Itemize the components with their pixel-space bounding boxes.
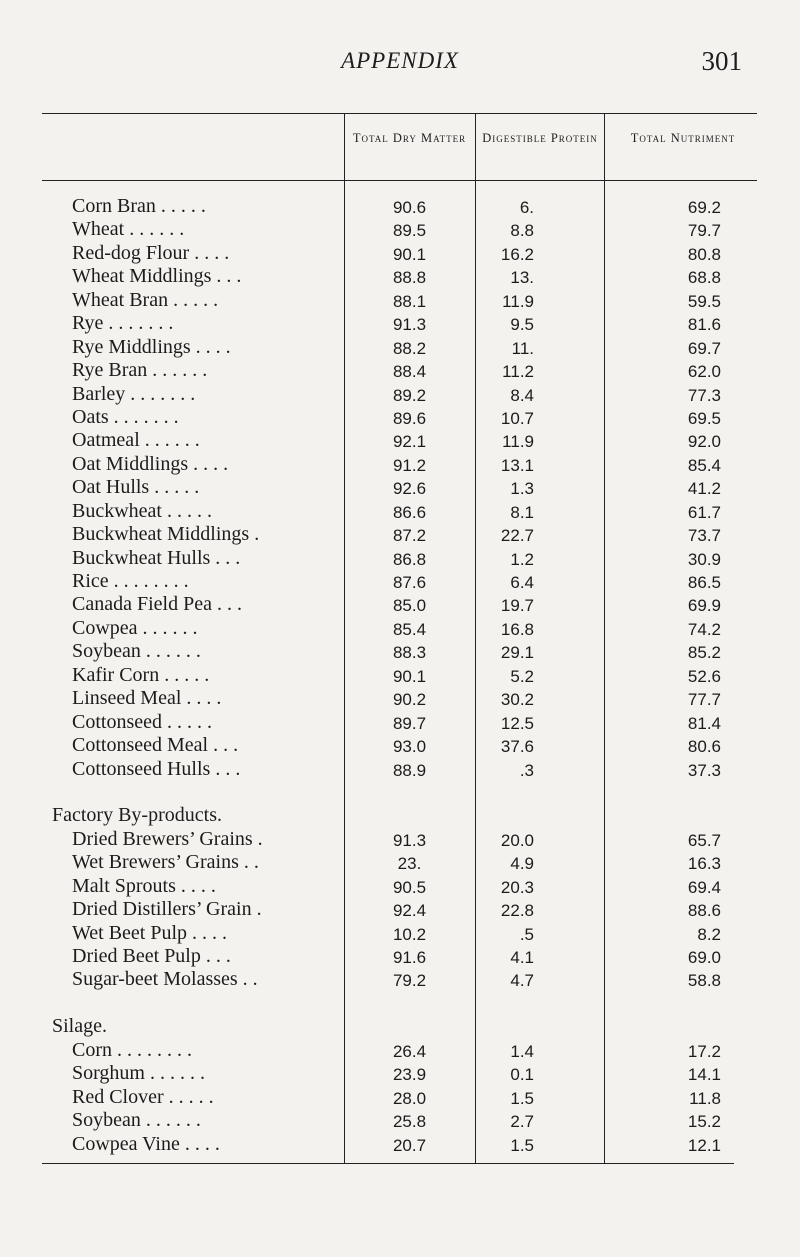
dry-matter-value: 89.5 <box>392 221 427 241</box>
table-row <box>0 1109 800 1132</box>
table-row <box>0 429 800 452</box>
dry-matter-value: 26.4 <box>392 1041 427 1061</box>
feed-name: Cottonseed Hulls . . . <box>72 757 241 780</box>
dry-matter-value: 90.6 <box>392 198 427 217</box>
table-row <box>0 195 800 218</box>
table-row <box>0 640 800 663</box>
feed-name: Buckwheat Middlings . <box>72 523 260 546</box>
total-nutriment-value: 61.7 <box>687 502 721 522</box>
digestible-protein-value: 1.3 <box>510 479 534 499</box>
section-heading-row <box>0 1015 800 1038</box>
digestible-protein-value: 1.5 <box>510 1135 534 1155</box>
dry-matter-value: 88.2 <box>392 338 427 358</box>
digestible-protein-value: 10.7 <box>500 408 534 428</box>
feed-name: Wet Brewers’ Grains . . <box>72 851 259 874</box>
table-row <box>0 336 800 359</box>
digestible-protein-value: 1.2 <box>510 549 534 569</box>
dry-matter-value: 23.9 <box>392 1065 427 1085</box>
total-nutriment-value: 69.7 <box>687 338 721 358</box>
feed-name: Dried Distillers’ Grain . <box>72 898 262 921</box>
dry-matter-value: 87.6 <box>392 573 427 592</box>
dry-matter-value: 25.8 <box>392 1112 427 1132</box>
feed-name: Sorghum . . . . . . <box>72 1062 205 1085</box>
feed-name: Rye . . . . . . . <box>72 312 174 335</box>
dry-matter-value: 87.2 <box>392 526 427 546</box>
total-nutriment-value: 12.1 <box>687 1135 721 1155</box>
digestible-protein-value: 4.1 <box>510 948 534 967</box>
table-row <box>0 383 800 406</box>
total-nutriment-value: 69.9 <box>687 596 721 616</box>
total-nutriment-value: 30.9 <box>687 549 721 569</box>
feed-name: Oatmeal . . . . . . <box>72 429 200 452</box>
digestible-protein-value: 20.0 <box>500 830 534 850</box>
total-nutriment-value: 85.2 <box>687 643 721 663</box>
dry-matter-value: 92.4 <box>392 901 427 921</box>
table-row <box>0 523 800 546</box>
feed-name: Corn . . . . . . . . <box>72 1038 192 1061</box>
feed-name: Wheat . . . . . . <box>72 218 185 241</box>
total-nutriment-value: 77.3 <box>687 385 721 405</box>
total-nutriment-value: 69.2 <box>687 198 721 217</box>
dry-matter-value: 89.2 <box>392 385 427 405</box>
dry-matter-value: 89.6 <box>392 408 427 428</box>
table-row <box>0 828 800 851</box>
digestible-protein-value: 16.2 <box>500 244 534 264</box>
feed-name: Sugar-beet Molasses . . <box>72 968 258 991</box>
table-row <box>0 851 800 874</box>
table-row <box>0 218 800 241</box>
section-heading-row <box>0 804 800 827</box>
feed-name: Malt Sprouts . . . . <box>72 874 216 897</box>
digestible-protein-value: 29.1 <box>500 643 534 663</box>
table-row <box>0 1039 800 1062</box>
digestible-protein-value: 8.1 <box>510 502 534 522</box>
feed-name: Rice . . . . . . . . <box>72 570 189 592</box>
feed-name: Wheat Middlings . . . <box>72 265 242 288</box>
table-row <box>0 758 800 781</box>
total-nutriment-value: 80.8 <box>687 244 721 264</box>
feed-name: Kafir Corn . . . . . <box>72 663 210 686</box>
dry-matter-value: 90.2 <box>392 690 427 710</box>
dry-matter-value: 86.6 <box>392 502 427 522</box>
digestible-protein-value: 0.1 <box>510 1065 534 1085</box>
digestible-protein-value: 5.2 <box>510 666 534 686</box>
feed-name: Rye Middlings . . . . <box>72 335 231 358</box>
total-nutriment-value: 69.4 <box>687 877 721 897</box>
digestible-protein-value: 13. <box>510 268 534 288</box>
total-nutriment-value: 79.7 <box>687 221 721 241</box>
digestible-protein-value: 4.9 <box>510 854 534 874</box>
dry-matter-value: 20.7 <box>392 1135 427 1155</box>
dry-matter-value: 85.0 <box>392 596 427 616</box>
total-nutriment-value: 8.2 <box>697 924 721 944</box>
total-nutriment-value: 68.8 <box>687 268 721 288</box>
total-nutriment-value: 58.8 <box>687 971 721 991</box>
digestible-protein-value: 11. <box>511 338 534 358</box>
table-row <box>0 968 800 991</box>
digestible-protein-value: 8.4 <box>510 385 534 405</box>
total-nutriment-value: 81.6 <box>687 315 721 335</box>
dry-matter-value: 90.5 <box>392 877 427 897</box>
digestible-protein-value: 8.8 <box>510 221 534 241</box>
feed-name: Buckwheat . . . . . <box>72 499 212 522</box>
table-bottom-rule <box>42 1163 734 1164</box>
dry-matter-value: 90.1 <box>392 244 427 264</box>
total-nutriment-value: 52.6 <box>687 666 721 686</box>
digestible-protein-value: 22.8 <box>500 901 534 921</box>
total-nutriment-value: 88.6 <box>687 901 721 921</box>
table-row <box>0 547 800 570</box>
table-row <box>0 500 800 523</box>
table-row <box>0 922 800 945</box>
digestible-protein-value: 22.7 <box>500 526 534 546</box>
feed-name: Dried Beet Pulp . . . <box>72 945 231 967</box>
feed-name: Red Clover . . . . . <box>72 1085 214 1108</box>
dry-matter-value: 85.4 <box>392 619 427 639</box>
total-nutriment-value: 16.3 <box>687 854 721 874</box>
feed-name: Cottonseed Meal . . . <box>72 734 239 757</box>
total-nutriment-value: 81.4 <box>687 713 721 733</box>
table-row <box>0 453 800 476</box>
table-row <box>0 898 800 921</box>
total-nutriment-value: 80.6 <box>687 737 721 757</box>
total-nutriment-value: 59.5 <box>687 291 721 311</box>
total-nutriment-value: 65.7 <box>687 830 721 850</box>
digestible-protein-value: 9.5 <box>510 315 534 335</box>
table-row <box>0 875 800 898</box>
dry-matter-value: 88.8 <box>392 268 427 288</box>
table-header-rule <box>42 180 757 181</box>
feed-name: Linseed Meal . . . . <box>72 687 222 710</box>
feed-name: Soybean . . . . . . <box>72 640 201 663</box>
dry-matter-value: 88.4 <box>392 362 427 382</box>
total-nutriment-value: 92.0 <box>687 432 721 452</box>
dry-matter-value: 79.2 <box>392 971 427 991</box>
digestible-protein-value: 1.4 <box>510 1041 534 1061</box>
total-nutriment-value: 86.5 <box>687 573 721 592</box>
feed-name: Oats . . . . . . . <box>72 405 179 428</box>
digestible-protein-value: 1.5 <box>510 1088 534 1108</box>
dry-matter-value: 91.3 <box>392 315 427 335</box>
total-nutriment-value: 69.5 <box>687 408 721 428</box>
dry-matter-value: 92.1 <box>392 432 427 452</box>
table-row <box>0 242 800 265</box>
digestible-protein-value: 30.2 <box>500 690 534 710</box>
table-top-rule <box>42 113 757 114</box>
digestible-protein-value: .3 <box>519 760 534 780</box>
feed-name: Cowpea . . . . . . <box>72 616 198 639</box>
table-row <box>0 687 800 710</box>
running-header: APPENDIX <box>341 48 459 73</box>
dry-matter-value: 23. <box>397 854 422 874</box>
dry-matter-value: 10.2 <box>392 924 427 944</box>
column-header-digestible-protein: Digestible Protein <box>482 131 598 145</box>
digestible-protein-value: 19.7 <box>500 596 534 616</box>
feed-name: Barley . . . . . . . <box>72 382 196 405</box>
dry-matter-value: 93.0 <box>392 737 427 757</box>
total-nutriment-value: 17.2 <box>687 1041 721 1061</box>
table-row <box>0 312 800 335</box>
table-row <box>0 476 800 499</box>
digestible-protein-value: 6.4 <box>510 573 534 592</box>
dry-matter-value: 90.1 <box>392 666 427 686</box>
total-nutriment-value: 62.0 <box>687 362 721 382</box>
column-header-total-nutriment: Total Nutriment <box>630 131 736 145</box>
digestible-protein-value: 11.2 <box>502 362 534 382</box>
digestible-protein-value: 12.5 <box>500 713 534 733</box>
total-nutriment-value: 14.1 <box>687 1065 721 1085</box>
digestible-protein-value: 11.9 <box>502 432 534 452</box>
digestible-protein-value: 20.3 <box>500 877 534 897</box>
digestible-protein-value: 37.6 <box>500 737 534 757</box>
table-row <box>0 781 800 804</box>
table-row <box>0 711 800 734</box>
feed-name: Canada Field Pea . . . <box>72 593 242 616</box>
feed-name: Oat Middlings . . . . <box>72 452 229 475</box>
dry-matter-value: 89.7 <box>392 713 427 733</box>
total-nutriment-value: 15.2 <box>687 1112 721 1132</box>
dry-matter-value: 91.6 <box>392 948 427 967</box>
feed-name: Oat Hulls . . . . . <box>72 476 200 499</box>
table-row <box>0 617 800 640</box>
column-header-dry-matter: Total Dry Matter <box>352 131 467 145</box>
table-row <box>0 664 800 687</box>
feed-name: Wheat Bran . . . . . <box>72 288 219 311</box>
table-row <box>0 289 800 312</box>
dry-matter-value: 91.2 <box>392 455 427 475</box>
section-heading: Silage. <box>52 1015 107 1038</box>
page-number: 301 <box>701 46 742 76</box>
total-nutriment-value: 37.3 <box>687 760 721 780</box>
digestible-protein-value: 16.8 <box>500 619 534 639</box>
feed-name: Rye Bran . . . . . . <box>72 359 208 382</box>
section-heading: Factory By-products. <box>52 804 222 827</box>
table-row <box>0 406 800 429</box>
total-nutriment-value: 41.2 <box>687 479 721 499</box>
digestible-protein-value: 11.9 <box>502 291 534 311</box>
feed-name: Dried Brewers’ Grains . <box>72 827 263 850</box>
dry-matter-value: 86.8 <box>392 549 427 569</box>
digestible-protein-value: 2.7 <box>510 1112 534 1132</box>
table-row <box>0 1086 800 1109</box>
table-row <box>0 359 800 382</box>
total-nutriment-value: 73.7 <box>687 526 721 546</box>
dry-matter-value: 28.0 <box>392 1088 427 1108</box>
table-row <box>0 992 800 1015</box>
dry-matter-value: 92.6 <box>392 479 427 499</box>
total-nutriment-value: 11.8 <box>689 1088 721 1108</box>
table-row <box>0 945 800 968</box>
dry-matter-value: 88.9 <box>392 760 427 780</box>
digestible-protein-value: .5 <box>519 924 534 944</box>
feed-table-body <box>0 195 800 1156</box>
feed-name: Soybean . . . . . . <box>72 1109 201 1132</box>
feed-name: Corn Bran . . . . . <box>72 195 206 217</box>
feed-name: Red-dog Flour . . . . <box>72 241 230 264</box>
table-row <box>0 1133 800 1156</box>
table-row <box>0 734 800 757</box>
table-row <box>0 1062 800 1085</box>
dry-matter-value: 91.3 <box>392 830 427 850</box>
total-nutriment-value: 74.2 <box>687 619 721 639</box>
total-nutriment-value: 77.7 <box>687 690 721 710</box>
table-row <box>0 265 800 288</box>
total-nutriment-value: 85.4 <box>687 455 721 475</box>
table-row <box>0 570 800 593</box>
total-nutriment-value: 69.0 <box>687 948 721 967</box>
dry-matter-value: 88.3 <box>392 643 427 663</box>
digestible-protein-value: 13.1 <box>500 455 534 475</box>
digestible-protein-value: 4.7 <box>510 971 534 991</box>
table-row <box>0 593 800 616</box>
feed-name: Cowpea Vine . . . . <box>72 1132 220 1155</box>
feed-name: Wet Beet Pulp . . . . <box>72 921 228 944</box>
digestible-protein-value: 6. <box>519 198 534 217</box>
feed-name: Buckwheat Hulls . . . <box>72 546 241 569</box>
feed-name: Cottonseed . . . . . <box>72 710 212 733</box>
dry-matter-value: 88.1 <box>392 291 427 311</box>
